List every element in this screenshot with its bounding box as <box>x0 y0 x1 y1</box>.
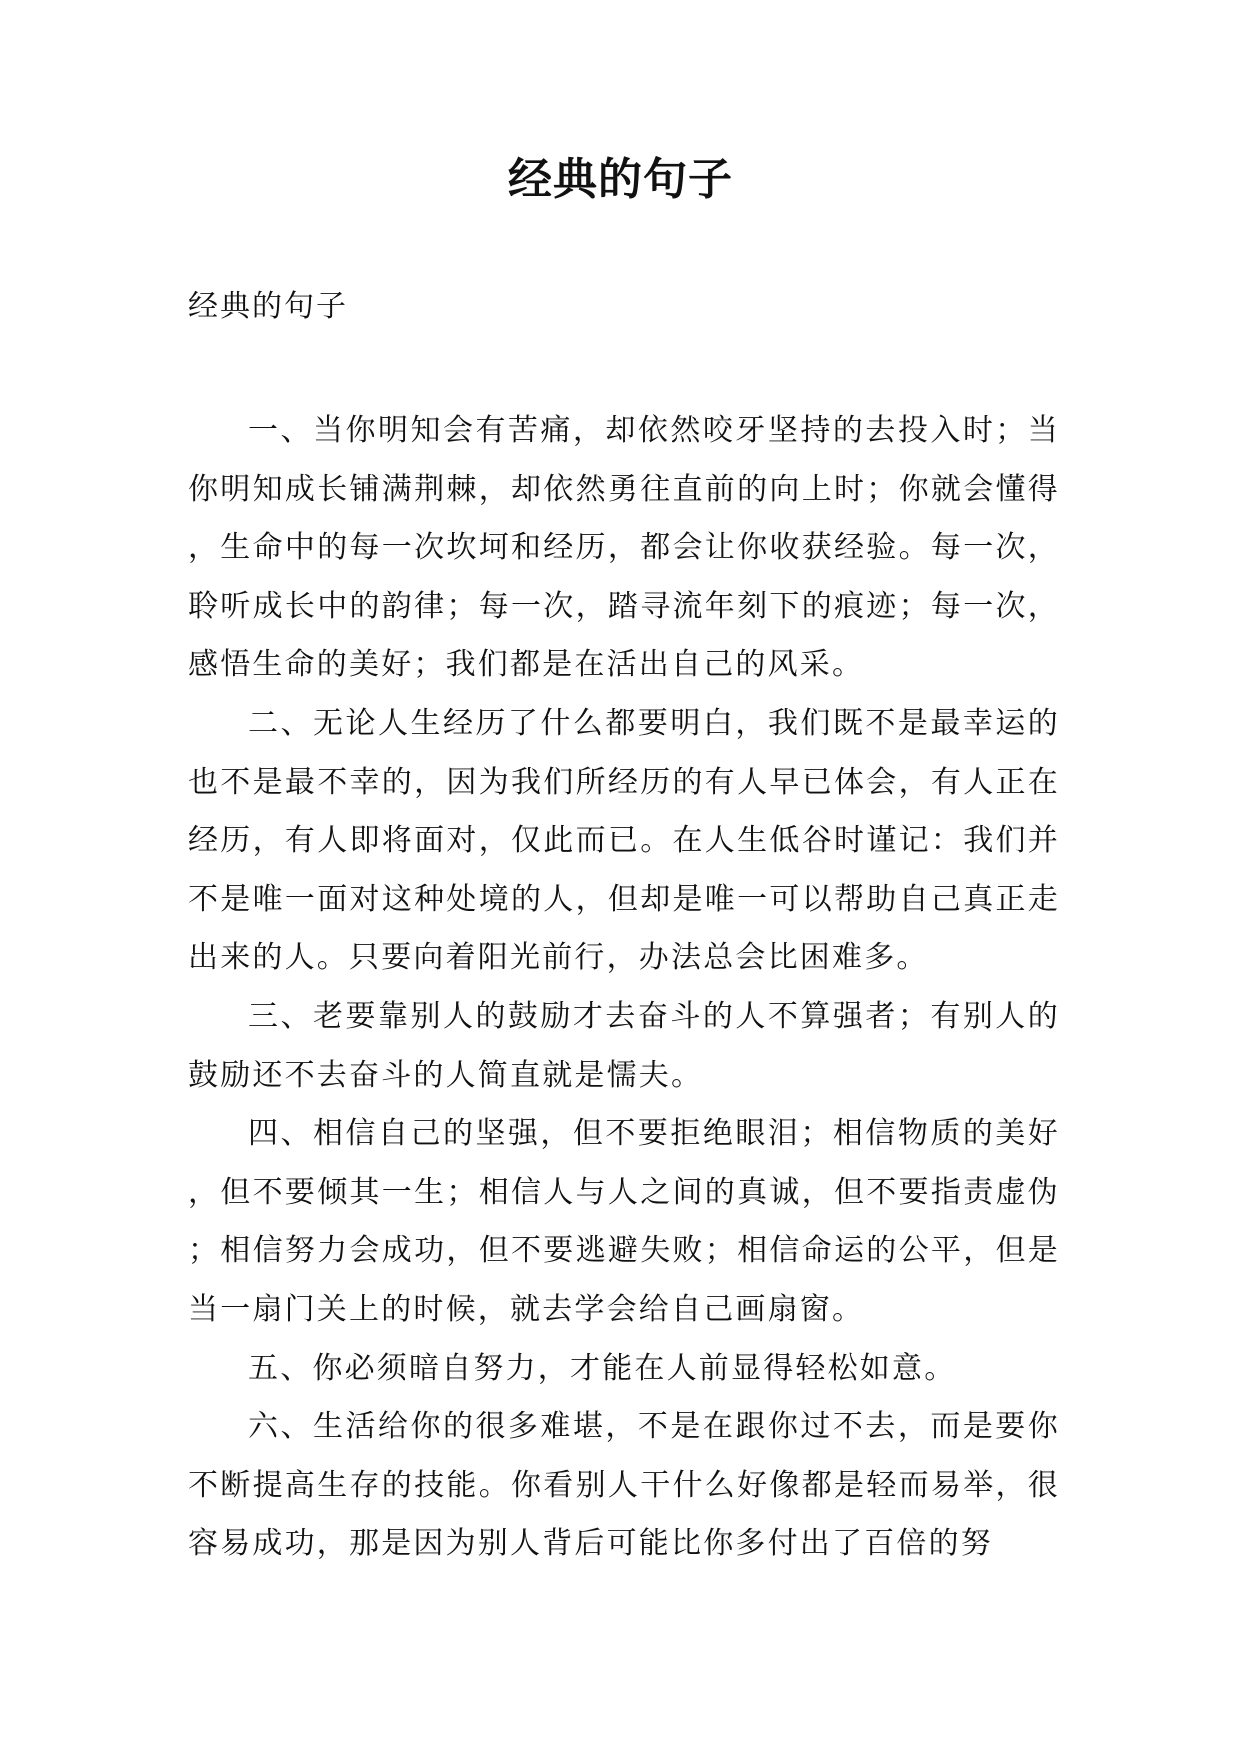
paragraph-2: 二、无论人生经历了什么都要明白，我们既不是最幸运的也不是最不幸的，因为我们所经历的有人早已体会，有人正在经历，有人即将面对，仅此而已。在人生低谷时谨记：我们并不是唯一面对这种处境的人，但却是唯一可以帮助自己真正走出来的人。只要向着阳光前行，办法总会比困难多。 <box>188 705 1060 976</box>
document-body <box>188 402 1060 1574</box>
document-title: 经典的句子 <box>508 154 733 205</box>
paragraph-5: 五、你必须暗自努力，才能在人前显得轻松如意。 <box>248 1350 957 1386</box>
paragraph-3: 三、老要靠别人的鼓励才去奋斗的人不算强者；有别人的鼓励还不去奋斗的人简直就是懦夫。 <box>188 998 1060 1093</box>
paragraph-6: 六、生活给你的很多难堪，不是在跟你过不去，而是要你不断提高生存的技能。你看别人干什么好像都是轻而易举，很容易成功，那是因为别人背后可能比你多付出了百倍的努 <box>188 1409 1060 1562</box>
document-subtitle: 经典的句子 <box>188 289 348 324</box>
paragraph-4: 四、相信自己的坚强，但不要拒绝眼泪；相信物质的美好，但不要倾其一生；相信人与人之间的真诚，但不要指责虚伪；相信努力会成功，但不要逃避失败；相信命运的公平，但是当一扇门关上的时候，就去学会给自己画扇窗。 <box>188 1116 1060 1327</box>
paragraph-1: 一、当你明知会有苦痛，却依然咬牙坚持的去投入时；当你明知成长铺满荆棘，却依然勇往直前的向上时；你就会懂得，生命中的每一次坎坷和经历，都会让你收获经验。每一次，聆听成长中的韵律；每一次，踏寻流年刻下的痕迹；每一次，感悟生命的美好；我们都是在活出自己的风采。 <box>188 413 1060 683</box>
